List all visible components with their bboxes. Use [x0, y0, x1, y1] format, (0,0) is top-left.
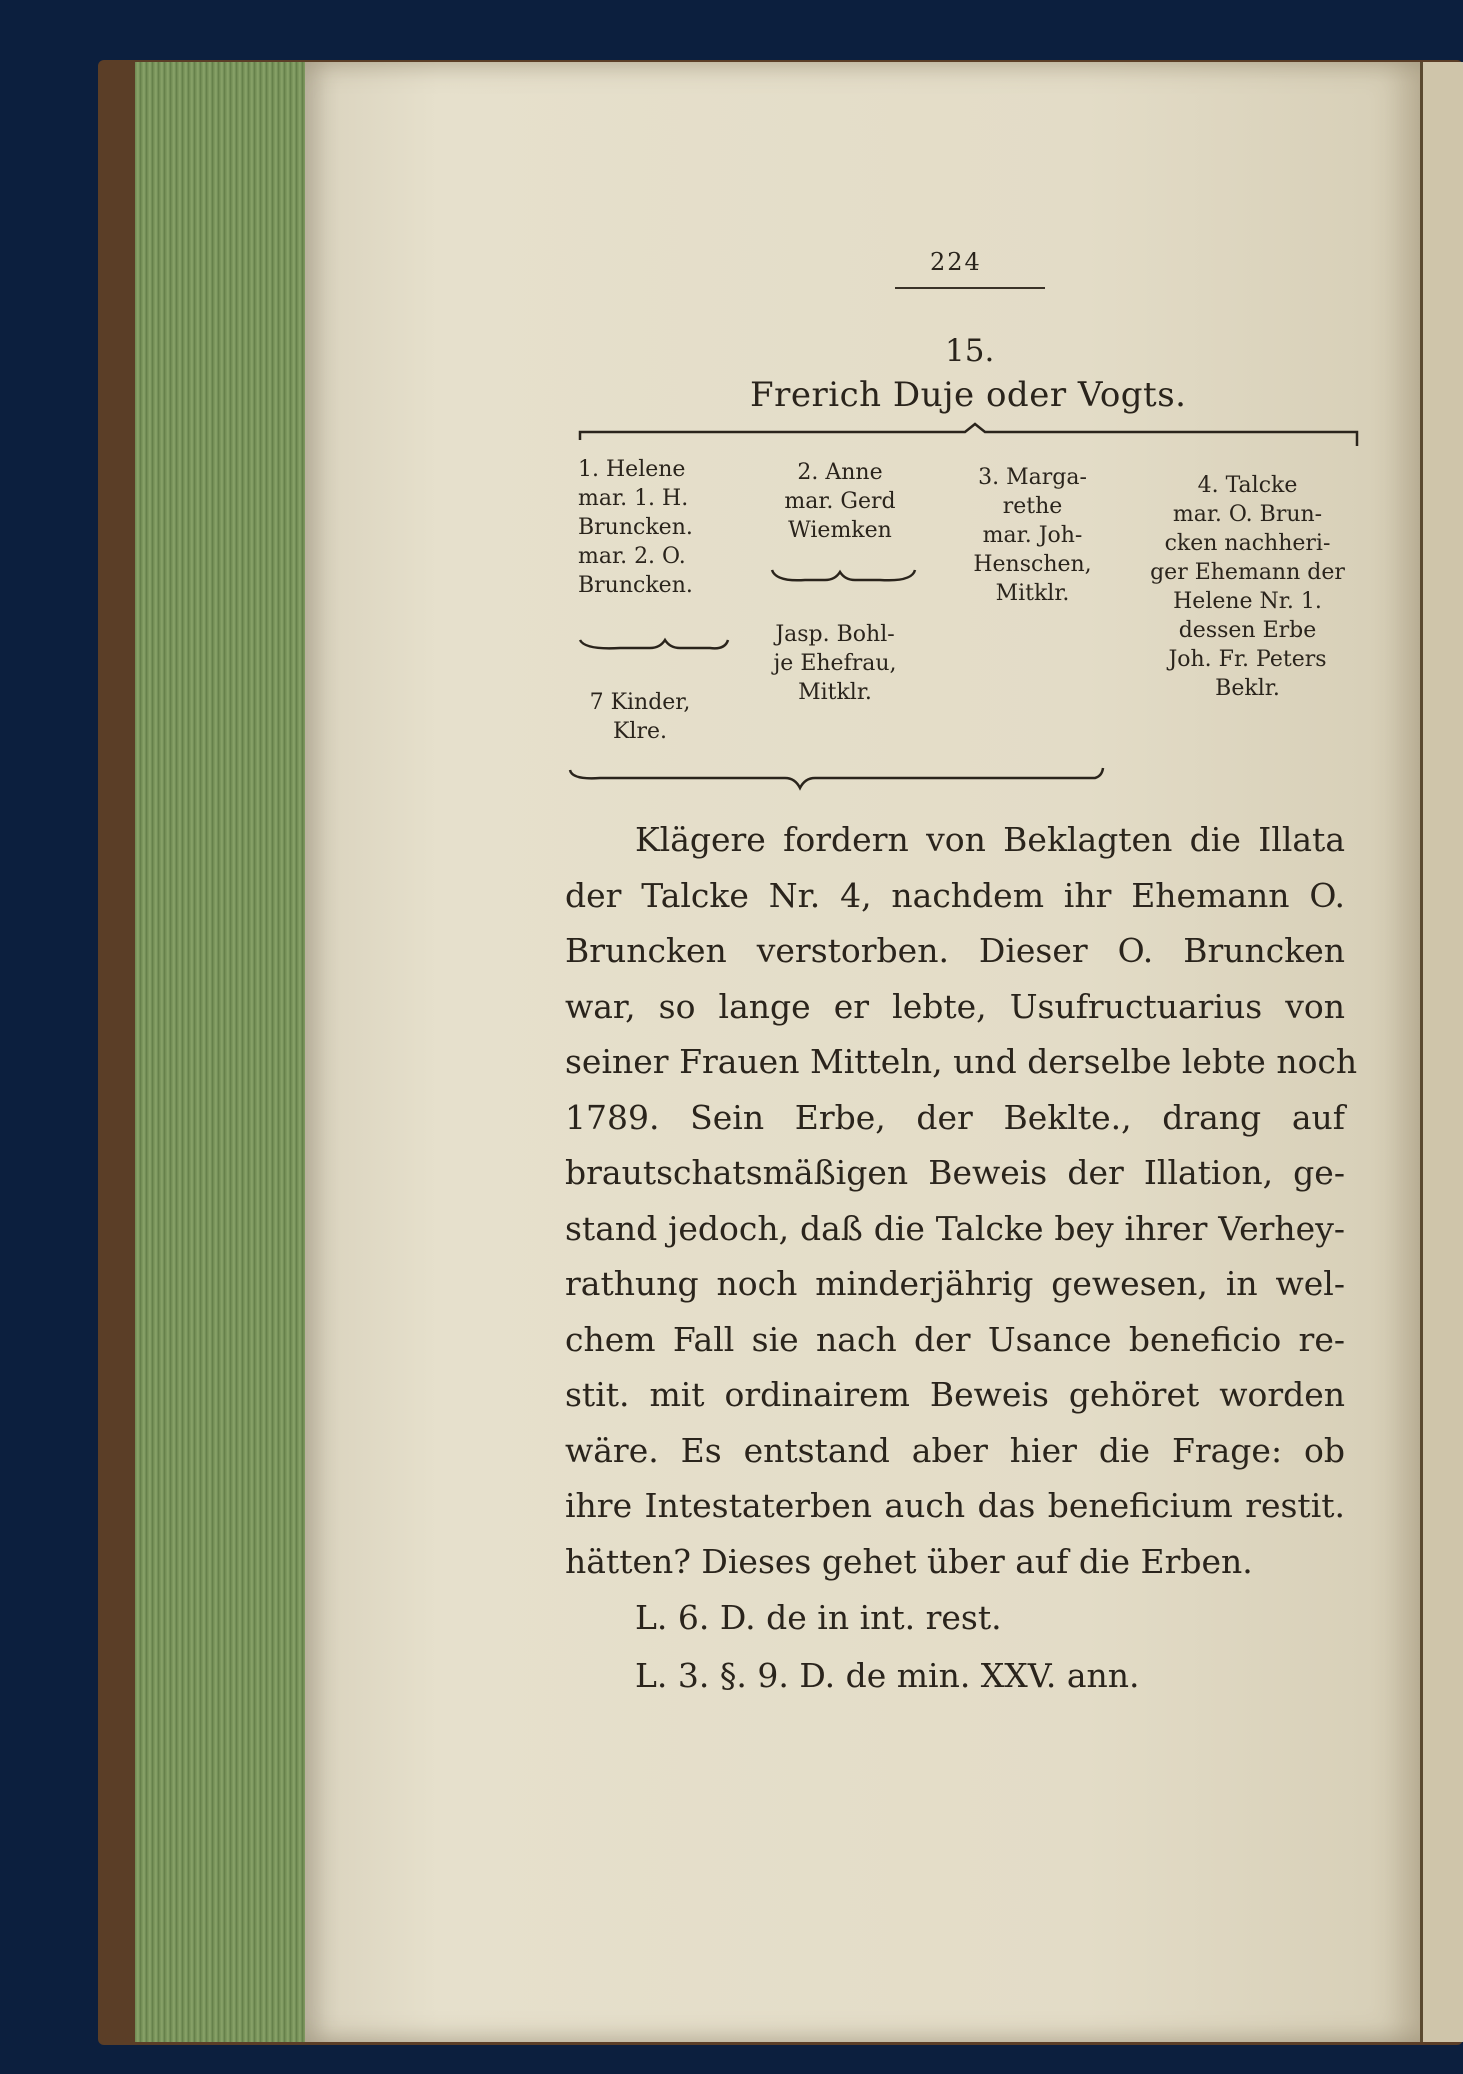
- page-number: 224: [930, 248, 982, 276]
- section-number: 15.: [945, 333, 995, 369]
- body-line: wäre. Es entstand aber hier die Frage: ob: [565, 1430, 1345, 1470]
- body-line: stand jedoch, daß die Talcke bey ihrer Verhey-: [565, 1208, 1345, 1248]
- body-line: Klägere fordern von Beklagten die Illata: [635, 820, 1345, 859]
- body-line: chem Fall sie nach der Usance beneficio re-: [565, 1319, 1345, 1359]
- body-line: der Talcke Nr. 4, nachdem ihr Ehemann O.: [565, 875, 1345, 915]
- body-line: stit. mit ordinairem Beweis gehöret worden: [565, 1375, 1345, 1414]
- family-children-anne: Jasp. Bohl- je Ehefrau, Mitklr.: [773, 622, 897, 705]
- body-line: 1789. Sein Erbe, der Beklte., drang auf: [565, 1097, 1345, 1137]
- body-line: Bruncken verstorben. Dieser O. Bruncken: [565, 931, 1345, 970]
- family-entry-talcke: 4. Talcke mar. O. Brun- cken nachheri- ger Ehemann der Helene Nr. 1. dessen Erbe Joh. Fr. Peters Beklr.: [1150, 473, 1345, 701]
- body-line: brautschatsmäßigen Beweis der Illation, ge-: [565, 1153, 1345, 1192]
- family-children-helene: 7 Kinder, Klre.: [589, 690, 691, 744]
- body-line: war, so lange er lebte, Usufructuarius von: [565, 986, 1345, 1026]
- body-paragraph: [565, 812, 1358, 1589]
- section-title: Frerich Duje oder Vogts.: [750, 375, 1187, 415]
- family-entry-anne: 2. Anne mar. Gerd Wiemken: [784, 460, 896, 543]
- family-entry-helene: 1. Helene mar. 1. H. Bruncken. mar. 2. O. Bruncken.: [578, 457, 693, 598]
- body-line: rathung noch minderjährig gewesen, in wel-: [565, 1264, 1345, 1303]
- body-line: ihre Intestaterben auch das beneficium restit.: [565, 1486, 1345, 1525]
- body-line: hätten? Dieses gehet über auf die Erben.: [565, 1541, 1253, 1581]
- body-line: seiner Frauen Mitteln, und derselbe lebte noch: [565, 1042, 1358, 1081]
- family-entry-margarethe: 3. Marga- rethe mar. Joh- Henschen, Mitklr.: [973, 465, 1092, 606]
- citation: L. 6. D. de in int. rest.: [635, 1598, 1002, 1637]
- citation: L. 3. §. 9. D. de min. XXV. ann.: [635, 1656, 1140, 1695]
